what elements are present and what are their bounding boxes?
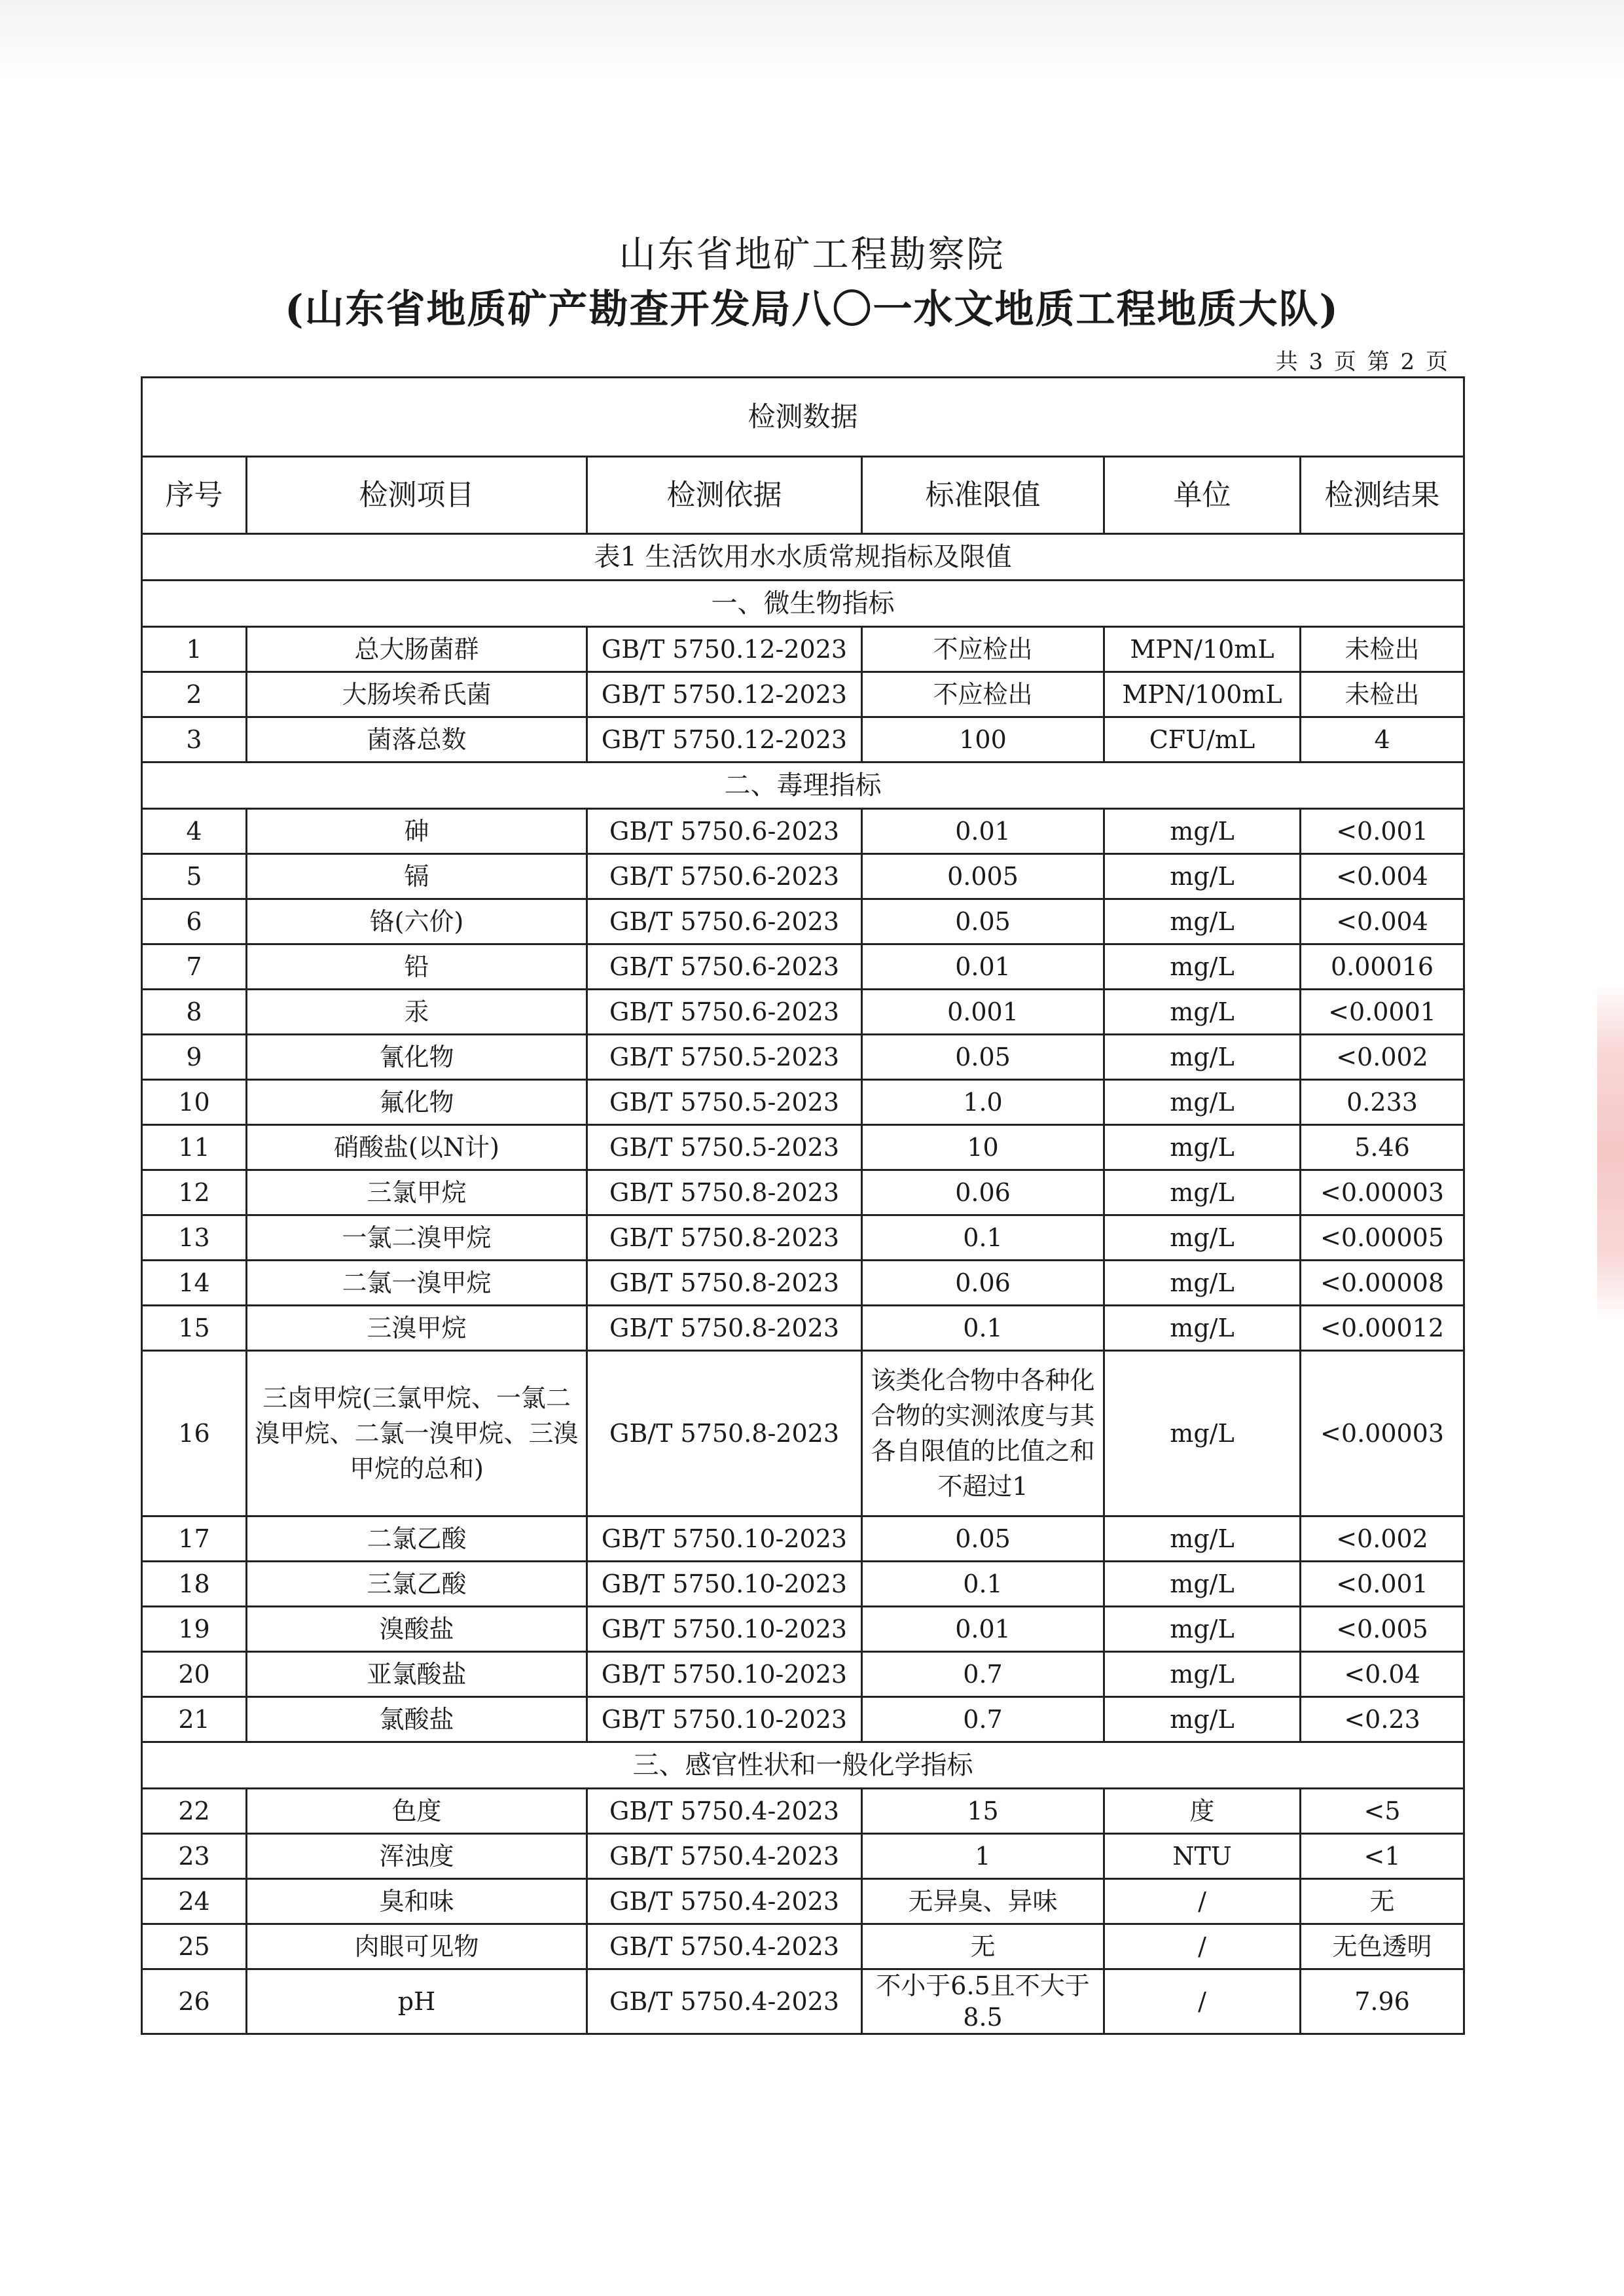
test-method: GB/T 5750.12-2023: [587, 672, 862, 717]
section-title: 一、微生物指标: [142, 581, 1464, 627]
test-data-table: [141, 376, 1465, 2035]
standard-limit: 不应检出: [862, 672, 1104, 717]
table-row: [142, 1261, 1464, 1306]
test-method: GB/T 5750.4-2023: [587, 1789, 862, 1834]
page-indicator: 共 3 页 第 2 页: [1275, 349, 1450, 375]
standard-limit: 100: [862, 717, 1104, 762]
standard-limit: 0.001: [862, 990, 1104, 1035]
unit: mg/L: [1104, 990, 1301, 1035]
section-row: [142, 762, 1464, 809]
test-result: <0.0001: [1301, 990, 1464, 1035]
test-result: <0.00005: [1301, 1215, 1464, 1261]
test-item: 铬(六价): [247, 899, 587, 944]
table-row: [142, 1080, 1464, 1125]
row-index: 15: [142, 1306, 247, 1351]
test-result: <0.04: [1301, 1652, 1464, 1697]
row-index: 20: [142, 1652, 247, 1697]
table-row: [142, 1306, 1464, 1351]
test-item: 三溴甲烷: [247, 1306, 587, 1351]
table-row: [142, 1351, 1464, 1516]
row-index: 10: [142, 1080, 247, 1125]
col-header-limit: 标准限值: [862, 457, 1104, 534]
table-row: [142, 1125, 1464, 1170]
test-item: 大肠埃希氏菌: [247, 672, 587, 717]
table-row: [142, 1834, 1464, 1879]
test-result: <0.001: [1301, 1562, 1464, 1607]
row-index: 1: [142, 627, 247, 672]
table-row: [142, 1789, 1464, 1834]
test-method: GB/T 5750.10-2023: [587, 1697, 862, 1742]
standard-limit: 1.0: [862, 1080, 1104, 1125]
table-title: 检测数据: [142, 378, 1464, 457]
unit: /: [1104, 1969, 1301, 2034]
standard-limit: 无: [862, 1924, 1104, 1969]
test-method: GB/T 5750.12-2023: [587, 627, 862, 672]
test-item: 汞: [247, 990, 587, 1035]
test-method: GB/T 5750.8-2023: [587, 1215, 862, 1261]
unit: CFU/mL: [1104, 717, 1301, 762]
test-item: 砷: [247, 809, 587, 854]
standard-limit: 不应检出: [862, 627, 1104, 672]
section-title: 三、感官性状和一般化学指标: [142, 1742, 1464, 1789]
table-row: [142, 1607, 1464, 1652]
table-row: [142, 717, 1464, 762]
test-item: pH: [247, 1969, 587, 2034]
test-item: 溴酸盐: [247, 1607, 587, 1652]
unit: /: [1104, 1879, 1301, 1924]
row-index: 25: [142, 1924, 247, 1969]
test-item: 氰化物: [247, 1035, 587, 1080]
institute-name: 山东省地矿工程勘察院: [619, 234, 1005, 276]
row-index: 23: [142, 1834, 247, 1879]
test-result: <0.004: [1301, 899, 1464, 944]
standard-limit: 无异臭、异味: [862, 1879, 1104, 1924]
test-result: <0.002: [1301, 1516, 1464, 1562]
col-header-method: 检测依据: [587, 457, 862, 534]
test-result: <0.002: [1301, 1035, 1464, 1080]
table-row: [142, 1969, 1464, 2034]
test-result: 无色透明: [1301, 1924, 1464, 1969]
row-index: 2: [142, 672, 247, 717]
test-method: GB/T 5750.12-2023: [587, 717, 862, 762]
row-index: 13: [142, 1215, 247, 1261]
table-row: [142, 854, 1464, 899]
standard-limit: 0.1: [862, 1215, 1104, 1261]
standard-limit: 0.05: [862, 899, 1104, 944]
unit: mg/L: [1104, 1261, 1301, 1306]
row-index: 6: [142, 899, 247, 944]
test-item: 三氯乙酸: [247, 1562, 587, 1607]
test-result: 0.233: [1301, 1080, 1464, 1125]
standard-limit: 0.01: [862, 809, 1104, 854]
test-result: <0.00012: [1301, 1306, 1464, 1351]
test-result: <0.00008: [1301, 1261, 1464, 1306]
table-row: [142, 1170, 1464, 1215]
table-row: [142, 1697, 1464, 1742]
standard-limit: 0.1: [862, 1306, 1104, 1351]
unit: 度: [1104, 1789, 1301, 1834]
table-row: [142, 1879, 1464, 1924]
test-item: 色度: [247, 1789, 587, 1834]
test-method: GB/T 5750.5-2023: [587, 1035, 862, 1080]
test-item: 浑浊度: [247, 1834, 587, 1879]
row-index: 12: [142, 1170, 247, 1215]
unit: mg/L: [1104, 1516, 1301, 1562]
table-header-row: [142, 457, 1464, 534]
table-row: [142, 1562, 1464, 1607]
test-item: 亚氯酸盐: [247, 1652, 587, 1697]
test-result: <0.004: [1301, 854, 1464, 899]
test-item: 镉: [247, 854, 587, 899]
test-method: GB/T 5750.5-2023: [587, 1080, 862, 1125]
test-result: 5.46: [1301, 1125, 1464, 1170]
test-method: GB/T 5750.8-2023: [587, 1170, 862, 1215]
unit: mg/L: [1104, 1351, 1301, 1516]
row-index: 8: [142, 990, 247, 1035]
test-result: <0.23: [1301, 1697, 1464, 1742]
test-item: 二氯乙酸: [247, 1516, 587, 1562]
table-row: [142, 944, 1464, 990]
col-header-index: 序号: [142, 457, 247, 534]
unit: MPN/100mL: [1104, 672, 1301, 717]
unit: mg/L: [1104, 1125, 1301, 1170]
row-index: 14: [142, 1261, 247, 1306]
row-index: 18: [142, 1562, 247, 1607]
standard-limit: 1: [862, 1834, 1104, 1879]
test-item: 一氯二溴甲烷: [247, 1215, 587, 1261]
standard-limit: 0.05: [862, 1035, 1104, 1080]
test-method: GB/T 5750.8-2023: [587, 1306, 862, 1351]
test-method: GB/T 5750.4-2023: [587, 1924, 862, 1969]
unit: mg/L: [1104, 809, 1301, 854]
test-method: GB/T 5750.6-2023: [587, 944, 862, 990]
test-item: 硝酸盐(以N计): [247, 1125, 587, 1170]
standard-limit: 0.06: [862, 1170, 1104, 1215]
unit: mg/L: [1104, 1035, 1301, 1080]
test-result: <1: [1301, 1834, 1464, 1879]
test-item: 三卤甲烷(三氯甲烷、一氯二溴甲烷、二氯一溴甲烷、三溴甲烷的总和): [247, 1351, 587, 1516]
standard-limit: 0.7: [862, 1652, 1104, 1697]
unit: mg/L: [1104, 944, 1301, 990]
row-index: 22: [142, 1789, 247, 1834]
standard-limit: 15: [862, 1789, 1104, 1834]
unit: mg/L: [1104, 1306, 1301, 1351]
test-method: GB/T 5750.4-2023: [587, 1969, 862, 2034]
unit: mg/L: [1104, 1697, 1301, 1742]
test-method: GB/T 5750.6-2023: [587, 854, 862, 899]
unit: MPN/10mL: [1104, 627, 1301, 672]
standard-limit: 0.01: [862, 1607, 1104, 1652]
table-row: [142, 1516, 1464, 1562]
test-method: GB/T 5750.5-2023: [587, 1125, 862, 1170]
unit: NTU: [1104, 1834, 1301, 1879]
standard-limit: 10: [862, 1125, 1104, 1170]
red-seal-fragment: [1597, 982, 1624, 1322]
row-index: 19: [142, 1607, 247, 1652]
test-item: 铅: [247, 944, 587, 990]
unit: mg/L: [1104, 899, 1301, 944]
test-method: GB/T 5750.8-2023: [587, 1351, 862, 1516]
test-result: <0.001: [1301, 809, 1464, 854]
table-caption-row: [142, 534, 1464, 581]
col-header-item: 检测项目: [247, 457, 587, 534]
test-result: <5: [1301, 1789, 1464, 1834]
unit: mg/L: [1104, 1170, 1301, 1215]
unit: mg/L: [1104, 1215, 1301, 1261]
row-index: 7: [142, 944, 247, 990]
unit: mg/L: [1104, 1080, 1301, 1125]
table-caption: 表1 生活饮用水水质常规指标及限值: [142, 534, 1464, 581]
test-method: GB/T 5750.6-2023: [587, 899, 862, 944]
test-item: 二氯一溴甲烷: [247, 1261, 587, 1306]
table-title-row: [142, 378, 1464, 457]
table-body: [142, 378, 1464, 2034]
row-index: 26: [142, 1969, 247, 2034]
test-item: 臭和味: [247, 1879, 587, 1924]
unit: /: [1104, 1924, 1301, 1969]
test-item: 氟化物: [247, 1080, 587, 1125]
standard-limit: 该类化合物中各种化合物的实测浓度与其各自限值的比值之和不超过1: [862, 1351, 1104, 1516]
test-method: GB/T 5750.10-2023: [587, 1607, 862, 1652]
standard-limit: 0.1: [862, 1562, 1104, 1607]
test-result: 7.96: [1301, 1969, 1464, 2034]
row-index: 16: [142, 1351, 247, 1516]
test-result: <0.00003: [1301, 1351, 1464, 1516]
institute-subname: (山东省地质矿产勘查开发局八〇一水文地质工程地质大队): [285, 287, 1339, 332]
test-method: GB/T 5750.6-2023: [587, 990, 862, 1035]
unit: mg/L: [1104, 1607, 1301, 1652]
row-index: 5: [142, 854, 247, 899]
test-result: 4: [1301, 717, 1464, 762]
unit: mg/L: [1104, 1562, 1301, 1607]
row-index: 21: [142, 1697, 247, 1742]
standard-limit: 0.06: [862, 1261, 1104, 1306]
test-item: 总大肠菌群: [247, 627, 587, 672]
unit: mg/L: [1104, 1652, 1301, 1697]
table-row: [142, 627, 1464, 672]
test-method: GB/T 5750.10-2023: [587, 1652, 862, 1697]
scan-edge: [0, 0, 1624, 79]
table-row: [142, 990, 1464, 1035]
test-result: <0.005: [1301, 1607, 1464, 1652]
table-row: [142, 809, 1464, 854]
table-row: [142, 1215, 1464, 1261]
standard-limit: 0.01: [862, 944, 1104, 990]
standard-limit: 0.7: [862, 1697, 1104, 1742]
row-index: 4: [142, 809, 247, 854]
standard-limit: 0.05: [862, 1516, 1104, 1562]
test-item: 菌落总数: [247, 717, 587, 762]
test-item: 氯酸盐: [247, 1697, 587, 1742]
test-method: GB/T 5750.10-2023: [587, 1516, 862, 1562]
section-row: [142, 1742, 1464, 1789]
test-result: 无: [1301, 1879, 1464, 1924]
row-index: 9: [142, 1035, 247, 1080]
standard-limit: 不小于6.5且不大于8.5: [862, 1969, 1104, 2034]
test-result: 0.00016: [1301, 944, 1464, 990]
row-index: 3: [142, 717, 247, 762]
test-method: GB/T 5750.4-2023: [587, 1834, 862, 1879]
standard-limit: 0.005: [862, 854, 1104, 899]
table-row: [142, 1652, 1464, 1697]
col-header-unit: 单位: [1104, 457, 1301, 534]
section-title: 二、毒理指标: [142, 762, 1464, 809]
row-index: 11: [142, 1125, 247, 1170]
test-item: 三氯甲烷: [247, 1170, 587, 1215]
table-row: [142, 672, 1464, 717]
test-result: 未检出: [1301, 672, 1464, 717]
row-index: 24: [142, 1879, 247, 1924]
table-row: [142, 899, 1464, 944]
test-item: 肉眼可见物: [247, 1924, 587, 1969]
table-row: [142, 1035, 1464, 1080]
table-row: [142, 1924, 1464, 1969]
unit: mg/L: [1104, 854, 1301, 899]
test-method: GB/T 5750.4-2023: [587, 1879, 862, 1924]
col-header-result: 检测结果: [1301, 457, 1464, 534]
test-method: GB/T 5750.8-2023: [587, 1261, 862, 1306]
test-method: GB/T 5750.6-2023: [587, 809, 862, 854]
test-method: GB/T 5750.10-2023: [587, 1562, 862, 1607]
row-index: 17: [142, 1516, 247, 1562]
test-result: <0.00003: [1301, 1170, 1464, 1215]
section-row: [142, 581, 1464, 627]
test-result: 未检出: [1301, 627, 1464, 672]
